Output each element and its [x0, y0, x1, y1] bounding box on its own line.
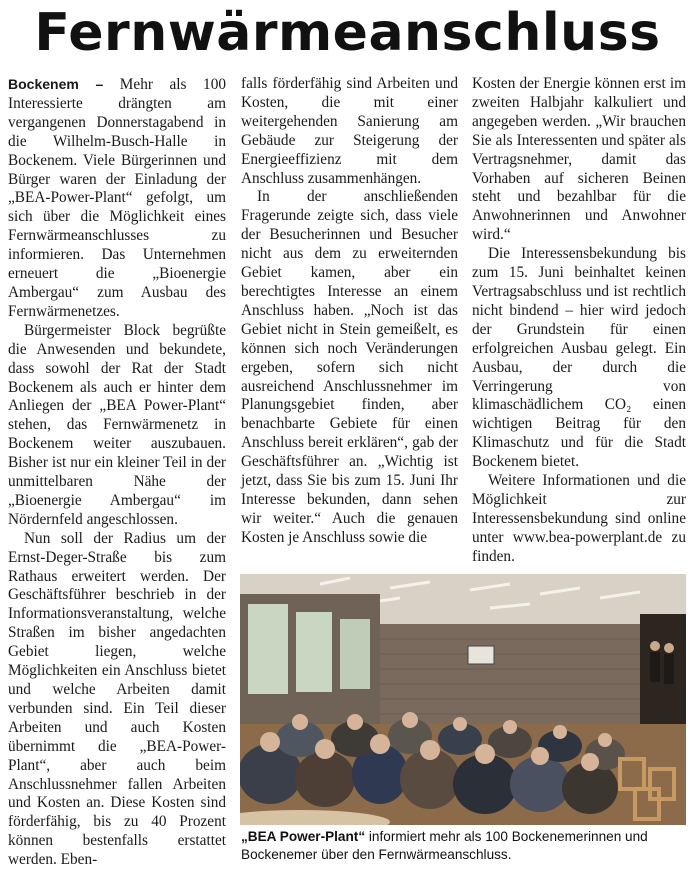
article-photo [240, 574, 686, 825]
paragraph-7: Die Interessensbekundung bis zum 15. Juni beinhaltet keinen Vertragsabschluss und ist rechtlich nicht bindend – hier wird jedoch der Grundstein für einen erfolgreichen Ausbau gelegt. Ein Ausbau, der durch die Verringerung von klimaschädlichem CO₂ einen wichtigen Beitrag für den Klimaschutz und für die Stadt Bockenem bietet. [472, 245, 686, 471]
dateline: Bockenem – [8, 76, 104, 92]
article-column-3 [472, 75, 686, 567]
paragraph-4: falls förderfähig sind Arbeiten und Kosten, die mit einer weitergehenden Sanierung am Gebäude zur Steigerung der Energieeffizienz mit dem Anschluss zusammenhängen. [241, 75, 458, 187]
paragraph-5: In der anschließenden Fragerunde zeigte sich, dass viele der Besucherinnen und Besucher nicht aus dem zu erweiternden Gebiet kamen, aber ein berechtigtes Interesse an einem Anschluss haben. „Noch ist das Gebiet nicht in Stein gemeißelt, es können sich noch Veränderungen ergeben, sofern sich nicht ausreichend Anschlussnehmer im Planungsgebiet finden, aber benachbarte Gebiete für einen Anschluss bereit erklären“, gab der Geschäftsführer an. „Wichtig ist jetzt, dass Sie bis zum 15. Juni Ihr Interesse bekunden, dann sehen wir weiter.“ Auch die genauen Kosten je Anschluss sowie die [241, 188, 458, 546]
caption-text: informiert mehr als 100 Bockenemerinnen und Bockenemer über den Fernwärmeanschluss. [241, 829, 648, 862]
paragraph-2: Bürgermeister Block begrüßte die Anwesenden und bekundete, dass sowohl der Rat der Stadt Bockenem als auch er hinter dem Anliegen der „BEA Power-Plant“ stehen, das Fernwärmenetz in Bockenem weiter auszubauen. Bisher ist nur ein kleiner Teil in der unmittelbaren Nähe der „Bioenergie Ambergau“ im Nördernfeld angeschlossen. [8, 321, 226, 528]
paragraph-8: Weitere Informationen und die Möglichkeit zur Interessensbekundung sind online unter www.bea-powerplant.de zu finden. [472, 472, 686, 565]
headline: Fernwärmeanschluss [34, 3, 661, 63]
article-column-2 [241, 75, 458, 548]
paragraph-6: Kosten der Energie können erst im zweiten Halbjahr kalkuliert und angegeben werden. „Wir brauchen Sie als Interessenten und später als Vertragsnehmer, damit das Vorhaben auf sicheren Beinen steht und bezahlbar für die Anwohnerinnen und Anwohner wird.“ [472, 75, 686, 244]
audience-photo-illustration [240, 574, 686, 825]
article-column-1 [8, 75, 226, 870]
paragraph-1-text: Mehr als 100 Interessierte drängten am vergangenen Donnerstagabend in die Wilhelm-Busch-Halle in Bockenem. Viele Bürgerinnen und Bürger waren der Einladung der „BEA-Power-Plant“ gefolgt, um sich über die Möglichkeit eines Fernwärmeanschlusses zu informieren. Das Unternehmen erneuert die „Bioenergie Ambergau“ zum Ausbau des Fernwärmenetzes. [8, 76, 227, 320]
caption-lead: „BEA Power-Plant“ [241, 829, 366, 844]
paragraph-3: Nun soll der Radius um der Ernst-Deger-Straße bis zum Rathaus erweitert werden. Der Geschäftsführer beschrieb in der Informationsveranstaltung, welche Straßen im bisher angedachten Gebiet liegen, welche Möglichkeiten ein Anschluss bietet und welche Arbeiten damit verbunden sind. Ein Teil dieser Arbeiten und auch Kosten übernimmt die „BEA-Power-Plant“, aber auch beim Anschlussnehmer fallen Arbeiten und Kosten an. Diese Kosten sind förderfähig, bis zu 40 Prozent können bestenfalls erstattet werden. Eben- [8, 529, 226, 869]
photo-caption [241, 828, 687, 864]
paragraph-1 [8, 75, 226, 322]
